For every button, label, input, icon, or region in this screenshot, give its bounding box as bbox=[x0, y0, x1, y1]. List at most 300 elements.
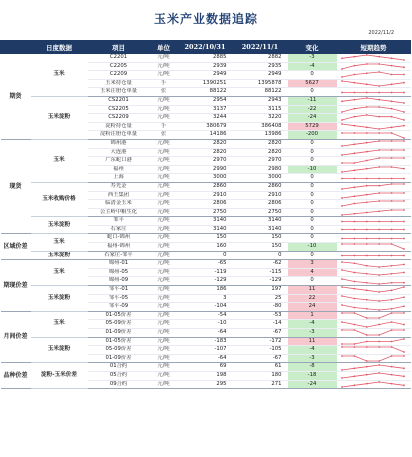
trend-point bbox=[403, 220, 405, 222]
trend-point bbox=[403, 323, 405, 325]
trend-point bbox=[353, 255, 355, 257]
trend-line bbox=[342, 150, 404, 155]
trend-point bbox=[403, 111, 405, 113]
trend-point bbox=[341, 111, 343, 113]
trend-sparkline bbox=[339, 364, 407, 371]
trend-point bbox=[353, 243, 355, 245]
trend-point bbox=[403, 200, 405, 202]
trend-line bbox=[342, 262, 404, 267]
change-cell: -11 bbox=[288, 96, 337, 105]
value-date1-cell: 160 bbox=[178, 243, 233, 252]
trend-point bbox=[341, 154, 343, 156]
trend-point bbox=[353, 132, 355, 134]
change-cell: 0 bbox=[288, 88, 337, 97]
trend-point bbox=[341, 123, 343, 125]
trend-point bbox=[403, 237, 405, 239]
trend-point bbox=[378, 360, 380, 362]
trend-sparkline bbox=[339, 123, 407, 130]
trend-point bbox=[378, 106, 380, 108]
value-date2-cell: 2750 bbox=[233, 208, 288, 217]
trend-point bbox=[365, 212, 367, 214]
item-cell: 玉米持仓量 bbox=[88, 79, 150, 88]
trend-sparkline-cell bbox=[337, 131, 411, 140]
subcategory-cell: 玉米淀粉 bbox=[31, 96, 88, 139]
trend-sparkline bbox=[339, 295, 407, 302]
change-cell: 5627 bbox=[288, 79, 337, 88]
trend-point bbox=[341, 214, 343, 216]
trend-sparkline-cell bbox=[337, 122, 411, 131]
value-date1-cell: 198 bbox=[178, 371, 233, 380]
unit-cell: 元/吨 bbox=[150, 277, 178, 286]
value-date2-cell: 180 bbox=[233, 371, 288, 380]
change-cell: -10 bbox=[288, 243, 337, 252]
trend-point bbox=[378, 63, 380, 65]
trend-point bbox=[390, 347, 392, 349]
unit-cell: 元/吨 bbox=[150, 354, 178, 363]
table-row bbox=[1, 363, 411, 372]
change-cell: -22 bbox=[288, 105, 337, 114]
unit-cell: 元/吨 bbox=[150, 303, 178, 312]
trend-point bbox=[390, 355, 392, 357]
header-trend: 短期趋势 bbox=[337, 41, 411, 54]
trend-point bbox=[403, 248, 405, 250]
trend-point bbox=[378, 200, 380, 202]
trend-point bbox=[403, 192, 405, 194]
value-date1-cell: 2954 bbox=[178, 96, 233, 105]
trend-point bbox=[378, 274, 380, 276]
item-cell: CS2209 bbox=[88, 114, 150, 123]
trend-point bbox=[378, 266, 380, 268]
item-cell: 05-09价差 bbox=[88, 346, 150, 355]
trend-point bbox=[341, 261, 343, 263]
trend-point bbox=[390, 140, 392, 142]
trend-line bbox=[342, 322, 404, 327]
trend-point bbox=[390, 299, 392, 301]
trend-point bbox=[353, 108, 355, 110]
trend-point bbox=[353, 125, 355, 127]
trend-point bbox=[365, 255, 367, 257]
value-date2-cell: 2949 bbox=[233, 71, 288, 80]
trend-point bbox=[403, 66, 405, 68]
value-date2-cell: -172 bbox=[233, 337, 288, 346]
trend-point bbox=[378, 149, 380, 151]
trend-sparkline-cell bbox=[337, 165, 411, 174]
table-row bbox=[1, 234, 411, 243]
trend-point bbox=[365, 73, 367, 75]
trend-point bbox=[390, 264, 392, 266]
item-cell: 福州 bbox=[88, 165, 150, 174]
value-date2-cell: 3220 bbox=[233, 114, 288, 123]
value-date2-cell: 271 bbox=[233, 380, 288, 389]
trend-point bbox=[365, 168, 367, 170]
trend-point bbox=[353, 220, 355, 222]
item-cell: C2201 bbox=[88, 54, 150, 63]
item-cell: 01-09价差 bbox=[88, 354, 150, 363]
trend-sparkline bbox=[339, 312, 407, 319]
trend-sparkline-cell bbox=[337, 208, 411, 217]
value-date2-cell: 197 bbox=[233, 286, 288, 295]
trend-sparkline bbox=[339, 80, 407, 87]
trend-sparkline-cell bbox=[337, 277, 411, 286]
trend-point bbox=[353, 323, 355, 325]
trend-point bbox=[378, 340, 380, 342]
trend-point bbox=[353, 203, 355, 205]
trend-point bbox=[353, 116, 355, 118]
trend-point bbox=[403, 384, 405, 386]
unit-cell: 元/吨 bbox=[150, 286, 178, 295]
trend-point bbox=[403, 91, 405, 93]
trend-point bbox=[390, 84, 392, 86]
trend-sparkline-cell bbox=[337, 329, 411, 338]
trend-line bbox=[342, 287, 404, 292]
trend-line bbox=[342, 210, 404, 215]
header-date1: 2022/10/31 bbox=[178, 41, 233, 54]
unit-cell: 元/吨 bbox=[150, 320, 178, 329]
trend-point bbox=[390, 209, 392, 211]
trend-point bbox=[365, 63, 367, 65]
trend-point bbox=[353, 272, 355, 274]
trend-point bbox=[390, 273, 392, 275]
trend-sparkline bbox=[339, 346, 407, 353]
item-cell: 大连港 bbox=[88, 148, 150, 157]
trend-line bbox=[342, 124, 404, 129]
trend-line bbox=[342, 107, 404, 112]
trend-sparkline bbox=[339, 381, 407, 388]
trend-point bbox=[378, 243, 380, 245]
trend-point bbox=[341, 101, 343, 103]
category-cell: 月间价差 bbox=[1, 311, 31, 363]
trend-line bbox=[342, 305, 404, 310]
trend-point bbox=[365, 307, 367, 309]
item-cell: 淀粉注册仓单量 bbox=[88, 131, 150, 140]
trend-sparkline-cell bbox=[337, 191, 411, 200]
trend-point bbox=[341, 355, 343, 357]
trend-point bbox=[365, 347, 367, 349]
trend-point bbox=[353, 177, 355, 179]
change-cell: 0 bbox=[288, 148, 337, 157]
trend-sparkline-cell bbox=[337, 320, 411, 329]
trend-sparkline-cell bbox=[337, 260, 411, 269]
trend-line bbox=[342, 296, 404, 301]
trend-point bbox=[390, 307, 392, 309]
trend-sparkline bbox=[339, 175, 407, 182]
unit-cell: 手 bbox=[150, 122, 178, 131]
trend-point bbox=[390, 74, 392, 76]
change-cell: -3 bbox=[288, 329, 337, 338]
trend-sparkline bbox=[339, 329, 407, 336]
trend-point bbox=[403, 183, 405, 185]
value-date2-cell: -67 bbox=[233, 354, 288, 363]
unit-cell: 元/吨 bbox=[150, 217, 178, 226]
trend-line bbox=[342, 55, 404, 60]
value-date1-cell: 3137 bbox=[178, 105, 233, 114]
trend-point bbox=[365, 326, 367, 328]
trend-point bbox=[365, 115, 367, 117]
change-cell: -4 bbox=[288, 320, 337, 329]
trend-point bbox=[390, 340, 392, 342]
value-date1-cell: 2885 bbox=[178, 54, 233, 63]
header-blank bbox=[1, 41, 31, 54]
trend-point bbox=[341, 188, 343, 190]
trend-sparkline bbox=[339, 252, 407, 259]
trend-line bbox=[342, 133, 404, 138]
trend-point bbox=[403, 352, 405, 354]
value-date2-cell: 2806 bbox=[233, 200, 288, 209]
trend-point bbox=[341, 321, 343, 323]
trend-point bbox=[365, 220, 367, 222]
trend-sparkline-cell bbox=[337, 79, 411, 88]
trend-line bbox=[342, 373, 404, 378]
header-date2: 2022/11/1 bbox=[233, 41, 288, 54]
trend-line bbox=[342, 313, 404, 318]
trend-point bbox=[378, 283, 380, 285]
item-cell: 上海 bbox=[88, 174, 150, 183]
item-cell: 01-09价差 bbox=[88, 329, 150, 338]
change-cell: 0 bbox=[288, 139, 337, 148]
trend-sparkline bbox=[339, 338, 407, 345]
change-cell: -3 bbox=[288, 54, 337, 63]
trend-point bbox=[403, 367, 405, 369]
change-cell: 0 bbox=[288, 174, 337, 183]
value-date1-cell: 88122 bbox=[178, 88, 233, 97]
trend-sparkline bbox=[339, 218, 407, 225]
category-cell: 期货 bbox=[1, 54, 31, 140]
item-cell: 石家庄 bbox=[88, 225, 150, 234]
value-date2-cell: -14 bbox=[233, 320, 288, 329]
item-cell: 蛇口-锦州 bbox=[88, 234, 150, 243]
trend-point bbox=[378, 334, 380, 336]
item-cell: 05-09价差 bbox=[88, 320, 150, 329]
value-date2-cell: -53 bbox=[233, 311, 288, 320]
unit-cell: 元/吨 bbox=[150, 243, 178, 252]
item-cell: C2209 bbox=[88, 71, 150, 80]
table-header bbox=[1, 41, 411, 54]
trend-point bbox=[403, 149, 405, 151]
trend-point bbox=[390, 243, 392, 245]
trend-point bbox=[390, 321, 392, 323]
value-date2-cell: 13986 bbox=[233, 131, 288, 140]
trend-point bbox=[403, 296, 405, 298]
trend-point bbox=[378, 300, 380, 302]
trend-line bbox=[342, 347, 404, 352]
change-cell: 24 bbox=[288, 303, 337, 312]
trend-sparkline bbox=[339, 89, 407, 96]
header-unit: 单位 bbox=[150, 41, 178, 54]
trend-point bbox=[365, 126, 367, 128]
trend-point bbox=[353, 65, 355, 67]
change-cell: 0 bbox=[288, 191, 337, 200]
trend-sparkline bbox=[339, 235, 407, 242]
trend-point bbox=[403, 209, 405, 211]
item-cell: 淀粉持仓量 bbox=[88, 122, 150, 131]
trend-point bbox=[353, 280, 355, 282]
unit-cell: 元/吨 bbox=[150, 251, 178, 260]
trend-point bbox=[403, 59, 405, 61]
trend-point bbox=[353, 329, 355, 331]
trend-sparkline-cell bbox=[337, 217, 411, 226]
trend-sparkline bbox=[339, 200, 407, 207]
unit-cell: 元/吨 bbox=[150, 363, 178, 372]
value-date2-cell: 25 bbox=[233, 294, 288, 303]
change-cell: 0 bbox=[288, 182, 337, 191]
item-cell: 邹平-05 bbox=[88, 294, 150, 303]
trend-point bbox=[378, 56, 380, 58]
trend-point bbox=[365, 365, 367, 367]
trend-point bbox=[341, 278, 343, 280]
trend-point bbox=[403, 158, 405, 160]
unit-cell: 元/吨 bbox=[150, 165, 178, 174]
unit-cell: 元/吨 bbox=[150, 225, 178, 234]
trend-sparkline-cell bbox=[337, 182, 411, 191]
trend-sparkline bbox=[339, 71, 407, 78]
trend-sparkline bbox=[339, 243, 407, 250]
trend-point bbox=[378, 237, 380, 239]
subcategory-cell: 玉米收购价格 bbox=[31, 182, 88, 216]
header-item: 项目 bbox=[88, 41, 150, 54]
unit-cell: 元/吨 bbox=[150, 148, 178, 157]
header-daily-data: 日度数据 bbox=[31, 41, 88, 54]
trend-sparkline-cell bbox=[337, 62, 411, 71]
trend-line bbox=[342, 356, 404, 361]
table-row bbox=[1, 337, 411, 346]
trend-point bbox=[403, 329, 405, 331]
trend-point bbox=[378, 210, 380, 212]
trend-sparkline-cell bbox=[337, 354, 411, 363]
trend-point bbox=[341, 171, 343, 173]
trend-point bbox=[378, 364, 380, 366]
trend-point bbox=[390, 158, 392, 160]
value-date1-cell: 69 bbox=[178, 363, 233, 372]
value-date1-cell: -104 bbox=[178, 303, 233, 312]
trend-point bbox=[353, 56, 355, 58]
change-cell: 11 bbox=[288, 286, 337, 295]
table-row bbox=[1, 286, 411, 295]
trend-point bbox=[353, 99, 355, 101]
trend-point bbox=[341, 68, 343, 70]
unit-cell: 元/吨 bbox=[150, 311, 178, 320]
trend-point bbox=[403, 120, 405, 122]
subcategory-cell: 淀粉-玉米价差 bbox=[31, 363, 88, 389]
item-cell: 广东蛇口港 bbox=[88, 157, 150, 166]
value-date2-cell: 3115 bbox=[233, 105, 288, 114]
trend-sparkline bbox=[339, 372, 407, 379]
item-cell: CS2201 bbox=[88, 96, 150, 105]
trend-sparkline bbox=[339, 114, 407, 121]
unit-cell: 元/吨 bbox=[150, 208, 178, 217]
trend-point bbox=[390, 65, 392, 67]
item-cell: 临清金玉米 bbox=[88, 200, 150, 209]
trend-point bbox=[365, 340, 367, 342]
value-date2-cell: 2943 bbox=[233, 96, 288, 105]
item-cell: 锦州-09 bbox=[88, 277, 150, 286]
trend-sparkline bbox=[339, 97, 407, 104]
trend-point bbox=[341, 386, 343, 388]
value-date2-cell: -115 bbox=[233, 268, 288, 277]
trend-point bbox=[365, 151, 367, 153]
value-date2-cell: 1395878 bbox=[233, 79, 288, 88]
subcategory-cell: 玉米 bbox=[31, 54, 88, 97]
item-cell: 寿光金 bbox=[88, 182, 150, 191]
value-date1-cell: 2860 bbox=[178, 182, 233, 191]
unit-cell: 元/吨 bbox=[150, 346, 178, 355]
trend-point bbox=[353, 187, 355, 189]
value-date2-cell: 2882 bbox=[233, 54, 288, 63]
trend-point bbox=[353, 355, 355, 357]
value-date2-cell: 88122 bbox=[233, 88, 288, 97]
value-date2-cell: 0 bbox=[233, 251, 288, 260]
change-cell: -3 bbox=[288, 354, 337, 363]
trend-point bbox=[403, 286, 405, 288]
trend-point bbox=[353, 229, 355, 231]
value-date1-cell: 380679 bbox=[178, 122, 233, 131]
trend-point bbox=[403, 137, 405, 139]
unit-cell: 元/吨 bbox=[150, 182, 178, 191]
trend-point bbox=[341, 377, 343, 379]
value-date1-cell: 2990 bbox=[178, 165, 233, 174]
trend-point bbox=[403, 355, 405, 357]
trend-point bbox=[365, 194, 367, 196]
trend-point bbox=[378, 158, 380, 160]
trend-point bbox=[378, 85, 380, 87]
value-date2-cell: 150 bbox=[233, 234, 288, 243]
trend-point bbox=[341, 197, 343, 199]
trend-point bbox=[378, 309, 380, 311]
trend-point bbox=[378, 116, 380, 118]
trend-point bbox=[390, 132, 392, 134]
trend-line bbox=[342, 270, 404, 275]
item-cell: 公主岭中粮生化 bbox=[88, 208, 150, 217]
item-cell: C2205 bbox=[88, 62, 150, 71]
trend-point bbox=[365, 160, 367, 162]
trend-sparkline bbox=[339, 157, 407, 164]
trend-point bbox=[353, 169, 355, 171]
unit-cell: 元/吨 bbox=[150, 139, 178, 148]
trend-point bbox=[341, 80, 343, 82]
trend-point bbox=[390, 177, 392, 179]
trend-point bbox=[353, 213, 355, 215]
trend-point bbox=[390, 91, 392, 93]
trend-point bbox=[341, 243, 343, 245]
unit-cell: 元/吨 bbox=[150, 268, 178, 277]
trend-sparkline-cell bbox=[337, 174, 411, 183]
item-cell: 01-05价差 bbox=[88, 337, 150, 346]
trend-point bbox=[390, 108, 392, 110]
value-date1-cell: 3 bbox=[178, 294, 233, 303]
trend-point bbox=[390, 229, 392, 231]
trend-sparkline-cell bbox=[337, 88, 411, 97]
trend-point bbox=[403, 177, 405, 179]
trend-sparkline bbox=[339, 192, 407, 199]
trend-sparkline bbox=[339, 132, 407, 139]
trend-line bbox=[342, 382, 404, 387]
value-date1-cell: 2806 bbox=[178, 200, 233, 209]
change-cell: 5729 bbox=[288, 122, 337, 131]
trend-sparkline-cell bbox=[337, 105, 411, 114]
trend-line bbox=[342, 115, 404, 120]
value-date2-cell: 2860 bbox=[233, 182, 288, 191]
item-cell: 锦州港 bbox=[88, 139, 150, 148]
item-cell: 玉米注册仓单量 bbox=[88, 88, 150, 97]
value-date1-cell: 3244 bbox=[178, 114, 233, 123]
value-date2-cell: -62 bbox=[233, 260, 288, 269]
trend-line bbox=[342, 201, 404, 206]
category-cell: 现货 bbox=[1, 139, 31, 234]
trend-line bbox=[342, 365, 404, 370]
trend-point bbox=[390, 220, 392, 222]
trend-point bbox=[390, 329, 392, 331]
trend-point bbox=[403, 312, 405, 314]
trend-point bbox=[341, 120, 343, 122]
